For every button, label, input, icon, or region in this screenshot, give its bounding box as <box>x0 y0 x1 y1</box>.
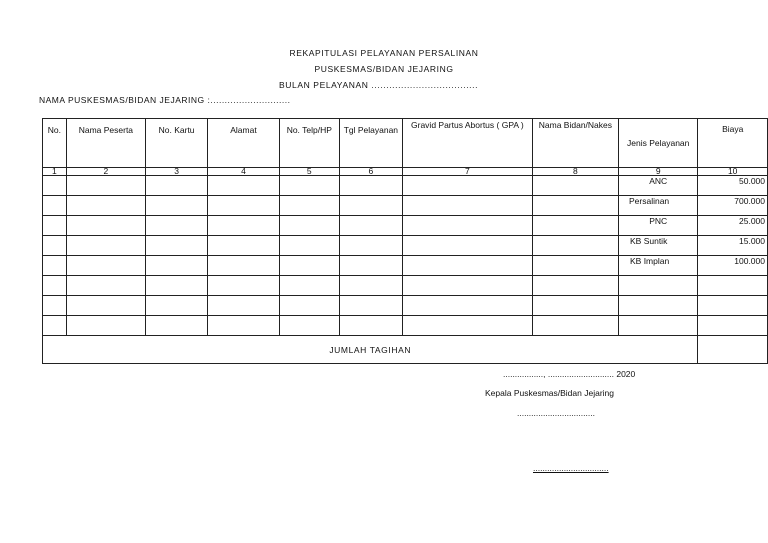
cell <box>43 236 67 256</box>
cell <box>146 316 208 336</box>
cell <box>279 216 339 236</box>
col-number: 1 <box>43 168 67 176</box>
cell <box>403 196 533 216</box>
jumlah-tagihan-label: JUMLAH TAGIHAN <box>43 336 698 364</box>
date-line: ................., ............................ 2020 <box>503 369 636 379</box>
rekap-table <box>42 118 768 364</box>
nama-puskesmas-label: NAMA PUSKESMAS/BIDAN JEJARING :............................ <box>39 95 291 105</box>
cell <box>532 196 618 216</box>
cell <box>208 296 280 316</box>
jenis-pelayanan-cell: Persalinan <box>619 196 698 216</box>
cell <box>146 176 208 196</box>
cell <box>208 316 280 336</box>
cell <box>403 256 533 276</box>
table-row <box>43 196 768 216</box>
cell <box>43 276 67 296</box>
jenis-pelayanan-cell: KB Implan <box>619 256 698 276</box>
biaya-cell <box>698 276 768 296</box>
cell <box>43 176 67 196</box>
cell <box>43 256 67 276</box>
header-gpa: Gravid Partus Abortus ( GPA ) <box>403 119 533 168</box>
cell <box>532 176 618 196</box>
table-row <box>43 316 768 336</box>
table-row <box>43 216 768 236</box>
cell <box>403 316 533 336</box>
jenis-pelayanan-cell <box>619 296 698 316</box>
cell <box>339 296 402 316</box>
header-nama-bidan: Nama Bidan/Nakes <box>532 119 618 168</box>
cell <box>279 256 339 276</box>
cell <box>532 296 618 316</box>
header-tgl-pelayanan: Tgl Pelayanan <box>339 119 402 168</box>
biaya-cell <box>698 296 768 316</box>
header-no: No. <box>43 119 67 168</box>
col-number: 7 <box>403 168 533 176</box>
cell <box>66 196 145 216</box>
biaya-cell: 15.000 <box>698 236 768 256</box>
cell <box>208 216 280 236</box>
cell <box>208 256 280 276</box>
col-number: 10 <box>698 168 768 176</box>
header-no-kartu: No. Kartu <box>146 119 208 168</box>
cell <box>532 316 618 336</box>
jumlah-tagihan-value <box>698 336 768 364</box>
cell <box>43 296 67 316</box>
title-line-3: BULAN PELAYANAN .................................... <box>279 80 479 90</box>
cell <box>279 276 339 296</box>
jenis-pelayanan-cell <box>619 316 698 336</box>
table-row <box>43 256 768 276</box>
biaya-cell: 100.000 <box>698 256 768 276</box>
cell <box>532 236 618 256</box>
cell <box>279 176 339 196</box>
cell <box>403 236 533 256</box>
cell <box>339 176 402 196</box>
cell <box>66 296 145 316</box>
biaya-cell: 50.000 <box>698 176 768 196</box>
title-line-2: PUSKESMAS/BIDAN JEJARING <box>314 64 454 74</box>
cell <box>279 196 339 216</box>
header-nama-peserta: Nama Peserta <box>66 119 145 168</box>
cell <box>43 316 67 336</box>
jenis-pelayanan-cell: KB Suntik <box>619 236 698 256</box>
col-number: 4 <box>208 168 280 176</box>
jenis-pelayanan-cell: ANC <box>619 176 698 196</box>
col-number: 6 <box>339 168 402 176</box>
cell <box>532 256 618 276</box>
cell <box>403 296 533 316</box>
cell <box>146 296 208 316</box>
cell <box>146 256 208 276</box>
cell <box>339 236 402 256</box>
cell <box>146 216 208 236</box>
col-number: 5 <box>279 168 339 176</box>
column-number-row <box>43 168 768 176</box>
cell <box>208 276 280 296</box>
cell <box>208 196 280 216</box>
table-row <box>43 236 768 256</box>
signature-dots-1: ................................. <box>517 408 595 418</box>
cell <box>339 196 402 216</box>
header-alamat: Alamat <box>208 119 280 168</box>
cell <box>66 256 145 276</box>
cell <box>279 236 339 256</box>
cell <box>43 216 67 236</box>
cell <box>339 256 402 276</box>
cell <box>279 316 339 336</box>
header-jenis-pelayanan: Jenis Pelayanan <box>619 119 698 168</box>
signature-title: Kepala Puskesmas/Bidan Jejaring <box>485 388 614 398</box>
cell <box>66 216 145 236</box>
cell <box>532 276 618 296</box>
table-row <box>43 296 768 316</box>
cell <box>403 176 533 196</box>
cell <box>339 276 402 296</box>
biaya-cell <box>698 316 768 336</box>
cell <box>208 236 280 256</box>
cell <box>208 176 280 196</box>
biaya-cell: 25.000 <box>698 216 768 236</box>
cell <box>66 276 145 296</box>
cell <box>339 216 402 236</box>
table-row <box>43 276 768 296</box>
cell <box>339 316 402 336</box>
cell <box>279 296 339 316</box>
header-no-telp: No. Telp/HP <box>279 119 339 168</box>
col-number: 9 <box>619 168 698 176</box>
jenis-pelayanan-cell: PNC <box>619 216 698 236</box>
cell <box>146 196 208 216</box>
col-number: 2 <box>66 168 145 176</box>
table-row <box>43 176 768 196</box>
total-row <box>43 336 768 364</box>
col-number: 8 <box>532 168 618 176</box>
title-line-1: REKAPITULASI PELAYANAN PERSALINAN <box>289 48 479 58</box>
cell <box>66 176 145 196</box>
cell <box>146 236 208 256</box>
cell <box>66 236 145 256</box>
cell <box>403 276 533 296</box>
cell <box>43 196 67 216</box>
cell <box>146 276 208 296</box>
cell <box>403 216 533 236</box>
col-number: 3 <box>146 168 208 176</box>
header-row <box>43 119 768 168</box>
biaya-cell: 700.000 <box>698 196 768 216</box>
signature-name-line: ................................ <box>533 463 609 473</box>
header-biaya: Biaya <box>698 119 768 168</box>
cell <box>532 216 618 236</box>
jenis-pelayanan-cell <box>619 276 698 296</box>
cell <box>66 316 145 336</box>
